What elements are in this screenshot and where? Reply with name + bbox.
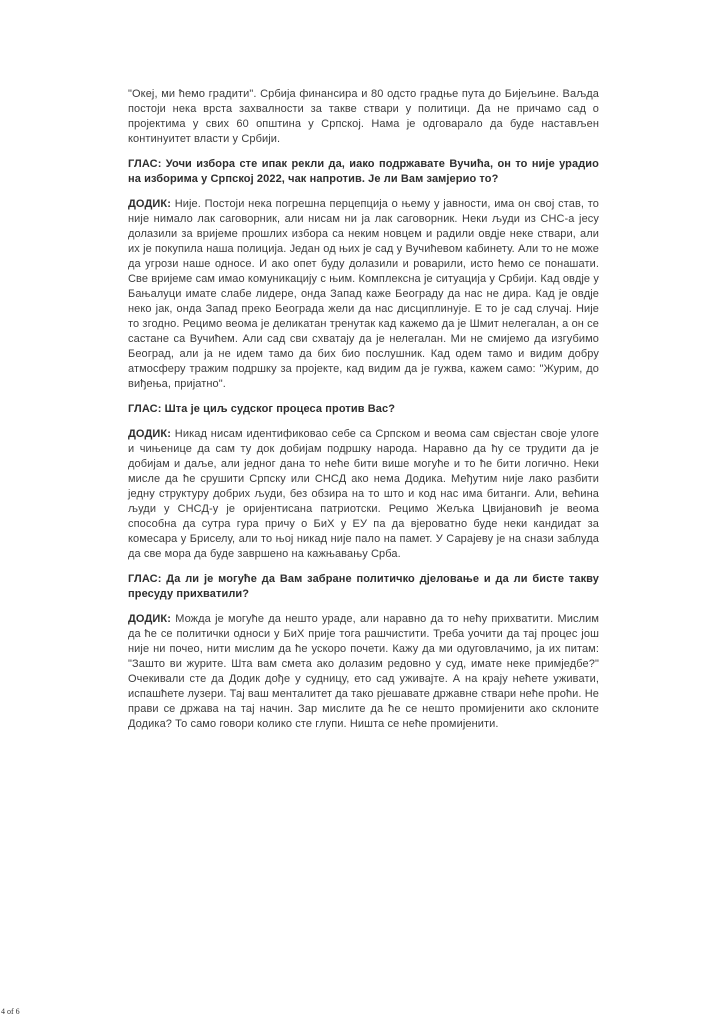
page-number-indicator: 4 of 6 [1,1007,20,1016]
answer-text: Можда је могуће да нешто ураде, али наравно да то нећу прихватити. Мислим да ће се политички односи у БиХ прије тога рашчистити. Треба уочити да тај процес још није ни почео, нити мислим да ће ускоро почети. Кажу да ми одуговлачимо, ја их питам: "Зашто ви журите. Шта вам смета ако долазим редовно у суд, имате неке примједбе?" Очекивали сте да Додик дође у судницу, ето сад уживајте. А на крају нећете уживати, испашћете лузери. Тај ваш менталитет да тако рјешавате државне ствари неће проћи. Не прави се држава на тај начин. Зар мислите да ће се нешто промијенити ако склоните Додика? То само говори колико сте глупи. Ништа се неће промијенити. [128,613,599,730]
interview-question-3: ГЛАС: Да ли је могуће да Вам забране политичко дјеловање и да ли бисте такву пресуду прихватили? [128,573,599,600]
interview-question-2: ГЛАС: Шта је циљ судског процеса против Вас? [128,403,396,415]
interview-question-1: ГЛАС: Уочи избора сте ипак рекли да, иако подржавате Вучића, он то није урадио на изборима у Српској 2022, чак напротив. Је ли Вам замјерио то? [128,158,599,185]
interview-answer-1 [128,197,599,392]
interview-answer-2 [128,427,599,562]
answer-continuation-paragraph: "Океј, ми ћемо градити". Србија финансира и 80 одсто градње пута до Бијељине. Ваљда постоји нека врста захвалности за такве ствари у политици. Да не причамо сад о пројектима у свих 60 општина у Српској. Нама је одговарало да буде настављен континуитет власти у Србији. [128,88,599,145]
interview-answer-3 [128,612,599,732]
speaker-label: ДОДИК: [128,428,171,440]
article-body [128,87,599,742]
answer-text: Није. Постоји нека погрешна перцепција о њему у јавности, има он свој став, то није нимало лак саговорник, али нисам ни ја лак саговорник. Неки људи из СНС-а јесу долазили за вријеме прошлих избора са неким новцем и радили овдје неке ствари, али их је покупила наша полиција. Један од њих је сад у Вучићевом кабинету. Али то не може да угрози наше односе. И ако опет буду долазили и роварили, исто ћемо се понашати. Све вријеме сам имао комуникацију с њим. Комплексна је ситуација у Србији. Кад овдје у Бањалуци имате слабе лидере, онда Запад каже Београду да нас не дира. Кад је овдје неко јак, онда Запад преко Београда жели да нас дисциплинује. Е то је сад случај. Није то згодно. Рецимо веома је деликатан тренутак кад кажемо да је Шмит нелегалан, а он се састане са Вучићем. Али сад сви схватају да је нелегалан. Ми не смијемо да изгубимо Београд, али ја не идем тамо да бих био послушник. Кад одем тамо и видим добру атмосферу тражим подршку за пројекте, кад видим да је гужва, кажем само: "Журим, до виђења, пријатно". [128,198,599,390]
speaker-label: ДОДИК: [128,198,171,210]
answer-text: Никад нисам идентификовао себе са Српском и веома сам свјестан своје улоге и чињенице да сам ту док добијам подршку народа. Наравно да ћу се трудити да је добијам и даље, али једног дана то неће бити више могуће и то ће бити логично. Неки мисле да ће срушити Српску или СНСД ако нема Додика. Међутим није лако разбити једну структуру добрих људи, без обзира на то што и код нас има битанги. Али, већина људи у СНСД-у је оријентисана патриотски. Рецимо Жељка Цвијановић је веома способна да сутра гура причу о БиХ у ЕУ па да вјероватно буде неки кандидат за комесара у Бриселу, али то њој никад није пало на памет. У Сарајеву је на снази заблуда да све мора да буде завршено на кажњавању Срба. [128,428,600,560]
speaker-label: ДОДИК: [128,613,171,625]
